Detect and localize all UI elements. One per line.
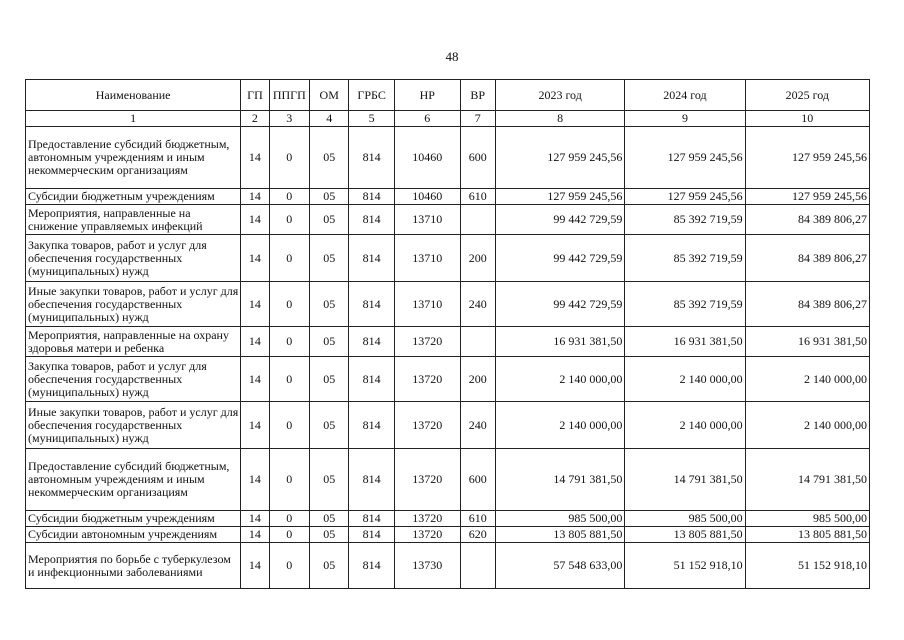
nr-cell: 13720 xyxy=(394,527,460,543)
grbs-cell: 814 xyxy=(349,205,394,235)
amount-2025-cell: 985 500,00 xyxy=(745,511,869,527)
header-name: Наименование xyxy=(26,80,241,111)
nr-cell: 13730 xyxy=(394,543,460,589)
row-name-cell: Субсидии бюджетным учреждениям xyxy=(26,189,241,205)
ppgp-cell: 0 xyxy=(269,449,309,511)
amount-2025-cell: 2 140 000,00 xyxy=(745,402,869,449)
vr-cell: 600 xyxy=(460,449,495,511)
amount-2023-cell: 985 500,00 xyxy=(495,511,624,527)
amount-2023-cell: 127 959 245,56 xyxy=(495,189,624,205)
gp-cell: 14 xyxy=(241,189,269,205)
table-row xyxy=(26,402,870,449)
grbs-cell: 814 xyxy=(349,511,394,527)
ppgp-cell: 0 xyxy=(269,527,309,543)
table-row xyxy=(26,127,870,189)
grbs-cell: 814 xyxy=(349,235,394,282)
vr-cell: 620 xyxy=(460,527,495,543)
row-name-cell: Мероприятия, направленные на снижение управляемых инфекций xyxy=(26,205,241,235)
amount-2024-cell: 85 392 719,59 xyxy=(625,282,745,327)
row-name-cell: Предоставление субсидий бюджетным, автономным учреждениям и иным некоммерческим организациям xyxy=(26,449,241,511)
column-number: 7 xyxy=(460,111,495,127)
nr-cell: 13720 xyxy=(394,449,460,511)
vr-cell xyxy=(460,205,495,235)
header-gp: ГП xyxy=(241,80,269,111)
amount-2024-cell: 16 931 381,50 xyxy=(625,327,745,357)
ppgp-cell: 0 xyxy=(269,543,309,589)
ppgp-cell: 0 xyxy=(269,235,309,282)
om-cell: 05 xyxy=(310,127,349,189)
amount-2025-cell: 127 959 245,56 xyxy=(745,127,869,189)
amount-2023-cell: 99 442 729,59 xyxy=(495,235,624,282)
ppgp-cell: 0 xyxy=(269,511,309,527)
amount-2025-cell: 127 959 245,56 xyxy=(745,189,869,205)
grbs-cell: 814 xyxy=(349,527,394,543)
om-cell: 05 xyxy=(310,357,349,402)
row-name-cell: Предоставление субсидий бюджетным, автономным учреждениям и иным некоммерческим организациям xyxy=(26,127,241,189)
om-cell: 05 xyxy=(310,282,349,327)
header-row xyxy=(26,80,870,111)
gp-cell: 14 xyxy=(241,543,269,589)
column-number-row xyxy=(26,111,870,127)
ppgp-cell: 0 xyxy=(269,282,309,327)
gp-cell: 14 xyxy=(241,127,269,189)
vr-cell: 610 xyxy=(460,511,495,527)
column-number: 1 xyxy=(26,111,241,127)
amount-2025-cell: 16 931 381,50 xyxy=(745,327,869,357)
amount-2024-cell: 51 152 918,10 xyxy=(625,543,745,589)
amount-2024-cell: 85 392 719,59 xyxy=(625,205,745,235)
om-cell: 05 xyxy=(310,235,349,282)
nr-cell: 13710 xyxy=(394,235,460,282)
amount-2024-cell: 127 959 245,56 xyxy=(625,127,745,189)
amount-2023-cell: 99 442 729,59 xyxy=(495,282,624,327)
table-row xyxy=(26,527,870,543)
amount-2025-cell: 13 805 881,50 xyxy=(745,527,869,543)
table-row xyxy=(26,205,870,235)
amount-2024-cell: 2 140 000,00 xyxy=(625,357,745,402)
amount-2024-cell: 127 959 245,56 xyxy=(625,189,745,205)
gp-cell: 14 xyxy=(241,282,269,327)
table-body xyxy=(26,127,870,589)
column-number: 5 xyxy=(349,111,394,127)
grbs-cell: 814 xyxy=(349,282,394,327)
grbs-cell: 814 xyxy=(349,449,394,511)
amount-2023-cell: 127 959 245,56 xyxy=(495,127,624,189)
row-name-cell: Закупка товаров, работ и услуг для обеспечения государственных (муниципальных) нужд xyxy=(26,357,241,402)
grbs-cell: 814 xyxy=(349,327,394,357)
nr-cell: 10460 xyxy=(394,189,460,205)
row-name-cell: Мероприятия, направленные на охрану здоровья матери и ребенка xyxy=(26,327,241,357)
amount-2024-cell: 2 140 000,00 xyxy=(625,402,745,449)
gp-cell: 14 xyxy=(241,327,269,357)
grbs-cell: 814 xyxy=(349,357,394,402)
om-cell: 05 xyxy=(310,327,349,357)
amount-2023-cell: 14 791 381,50 xyxy=(495,449,624,511)
grbs-cell: 814 xyxy=(349,127,394,189)
ppgp-cell: 0 xyxy=(269,327,309,357)
ppgp-cell: 0 xyxy=(269,189,309,205)
header-2024: 2024 год xyxy=(625,80,745,111)
amount-2023-cell: 13 805 881,50 xyxy=(495,527,624,543)
nr-cell: 13720 xyxy=(394,402,460,449)
row-name-cell: Иные закупки товаров, работ и услуг для обеспечения государственных (муниципальных) нужд xyxy=(26,282,241,327)
header-ppgp: ППГП xyxy=(269,80,309,111)
grbs-cell: 814 xyxy=(349,543,394,589)
om-cell: 05 xyxy=(310,189,349,205)
amount-2023-cell: 57 548 633,00 xyxy=(495,543,624,589)
vr-cell: 610 xyxy=(460,189,495,205)
amount-2025-cell: 2 140 000,00 xyxy=(745,357,869,402)
gp-cell: 14 xyxy=(241,357,269,402)
header-grbs: ГРБС xyxy=(349,80,394,111)
table-row xyxy=(26,235,870,282)
column-number: 6 xyxy=(394,111,460,127)
om-cell: 05 xyxy=(310,511,349,527)
om-cell: 05 xyxy=(310,402,349,449)
table-row xyxy=(26,449,870,511)
table-row xyxy=(26,511,870,527)
vr-cell: 200 xyxy=(460,357,495,402)
table-row xyxy=(26,357,870,402)
nr-cell: 13710 xyxy=(394,205,460,235)
om-cell: 05 xyxy=(310,527,349,543)
vr-cell xyxy=(460,327,495,357)
vr-cell: 600 xyxy=(460,127,495,189)
nr-cell: 13720 xyxy=(394,357,460,402)
column-number: 2 xyxy=(241,111,269,127)
vr-cell xyxy=(460,543,495,589)
header-nr: НР xyxy=(394,80,460,111)
header-2023: 2023 год xyxy=(495,80,624,111)
column-number: 4 xyxy=(310,111,349,127)
row-name-cell: Субсидии автономным учреждениям xyxy=(26,527,241,543)
amount-2024-cell: 14 791 381,50 xyxy=(625,449,745,511)
nr-cell: 10460 xyxy=(394,127,460,189)
amount-2023-cell: 2 140 000,00 xyxy=(495,357,624,402)
ppgp-cell: 0 xyxy=(269,357,309,402)
amount-2025-cell: 14 791 381,50 xyxy=(745,449,869,511)
gp-cell: 14 xyxy=(241,511,269,527)
table-row xyxy=(26,543,870,589)
amount-2023-cell: 2 140 000,00 xyxy=(495,402,624,449)
ppgp-cell: 0 xyxy=(269,402,309,449)
amount-2025-cell: 84 389 806,27 xyxy=(745,282,869,327)
amount-2023-cell: 99 442 729,59 xyxy=(495,205,624,235)
gp-cell: 14 xyxy=(241,205,269,235)
gp-cell: 14 xyxy=(241,527,269,543)
budget-table xyxy=(25,79,870,589)
om-cell: 05 xyxy=(310,205,349,235)
grbs-cell: 814 xyxy=(349,402,394,449)
nr-cell: 13720 xyxy=(394,511,460,527)
nr-cell: 13720 xyxy=(394,327,460,357)
gp-cell: 14 xyxy=(241,235,269,282)
amount-2025-cell: 84 389 806,27 xyxy=(745,205,869,235)
row-name-cell: Иные закупки товаров, работ и услуг для обеспечения государственных (муниципальных) нужд xyxy=(26,402,241,449)
header-2025: 2025 год xyxy=(745,80,869,111)
row-name-cell: Мероприятия по борьбе с туберкулезом и инфекционными заболеваниями xyxy=(26,543,241,589)
amount-2024-cell: 985 500,00 xyxy=(625,511,745,527)
amount-2024-cell: 13 805 881,50 xyxy=(625,527,745,543)
gp-cell: 14 xyxy=(241,402,269,449)
om-cell: 05 xyxy=(310,543,349,589)
amount-2025-cell: 51 152 918,10 xyxy=(745,543,869,589)
column-number: 9 xyxy=(625,111,745,127)
page-number: 48 xyxy=(445,49,459,64)
vr-cell: 200 xyxy=(460,235,495,282)
row-name-cell: Закупка товаров, работ и услуг для обеспечения государственных (муниципальных) нужд xyxy=(26,235,241,282)
table-row xyxy=(26,282,870,327)
column-number: 10 xyxy=(745,111,869,127)
grbs-cell: 814 xyxy=(349,189,394,205)
column-number: 8 xyxy=(495,111,624,127)
row-name-cell: Субсидии бюджетным учреждениям xyxy=(26,511,241,527)
table-row xyxy=(26,327,870,357)
om-cell: 05 xyxy=(310,449,349,511)
ppgp-cell: 0 xyxy=(269,127,309,189)
header-vr: ВР xyxy=(460,80,495,111)
column-number: 3 xyxy=(269,111,309,127)
amount-2024-cell: 85 392 719,59 xyxy=(625,235,745,282)
ppgp-cell: 0 xyxy=(269,205,309,235)
amount-2025-cell: 84 389 806,27 xyxy=(745,235,869,282)
amount-2023-cell: 16 931 381,50 xyxy=(495,327,624,357)
nr-cell: 13710 xyxy=(394,282,460,327)
header-om: ОМ xyxy=(310,80,349,111)
vr-cell: 240 xyxy=(460,402,495,449)
table-row xyxy=(26,189,870,205)
vr-cell: 240 xyxy=(460,282,495,327)
gp-cell: 14 xyxy=(241,449,269,511)
